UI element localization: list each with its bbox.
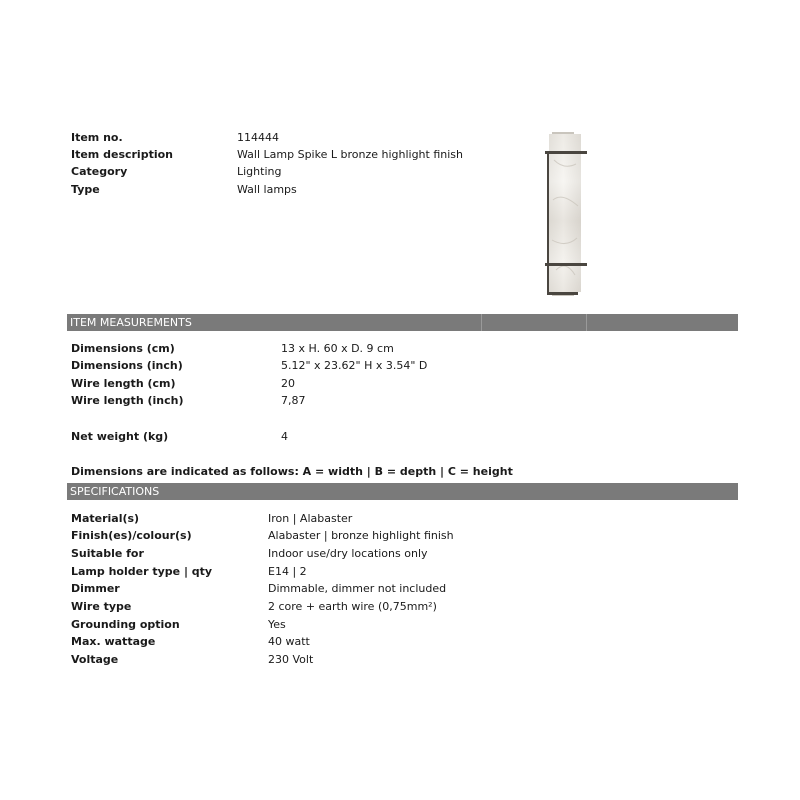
category-value: Lighting [237,165,282,178]
dimensions-cm-value: 13 x H. 60 x D. 9 cm [281,342,394,355]
wire-length-inch-label: Wire length (inch) [71,394,184,407]
net-weight-label: Net weight (kg) [71,430,169,443]
spec-value: 230 Volt [268,653,314,666]
dimensions-note: Dimensions are indicated as follows: A = width | B = depth | C = height [71,465,513,478]
spec-label: Lamp holder type | qty [71,565,213,578]
spec-label: Max. wattage [71,635,156,648]
header-divider [481,314,482,331]
dimensions-inch-label: Dimensions (inch) [71,359,183,372]
item-description-label: Item description [71,148,173,161]
spec-label: Wire type [71,600,132,613]
spec-value: Dimmable, dimmer not included [268,582,447,595]
spec-value: E14 | 2 [268,565,307,578]
spec-value: 40 watt [268,635,310,648]
wire-length-cm-value: 20 [281,377,295,390]
item-no-value: 114444 [237,131,279,144]
item-measurements-header [67,314,738,331]
type-value: Wall lamps [237,183,297,196]
dimensions-cm-label: Dimensions (cm) [71,342,175,355]
spec-label: Finish(es)/colour(s) [71,529,192,542]
spec-label: Grounding option [71,618,180,631]
specifications-header [67,483,738,500]
spec-label: Voltage [71,653,119,666]
header-divider [586,314,587,331]
spec-label: Suitable for [71,547,144,560]
item-description-value: Wall Lamp Spike L bronze highlight finish [237,148,463,161]
wire-length-cm-label: Wire length (cm) [71,377,176,390]
spec-value: Indoor use/dry locations only [268,547,428,560]
wire-length-inch-value: 7,87 [281,394,306,407]
category-label: Category [71,165,128,178]
spec-value: Yes [268,618,286,631]
spec-value: Iron | Alabaster [268,512,353,525]
type-label: Type [71,183,100,196]
spec-value: 2 core + earth wire (0,75mm²) [268,600,437,613]
item-no-label: Item no. [71,131,123,144]
spec-label: Material(s) [71,512,140,525]
item-measurements-title: ITEM MEASUREMENTS [70,316,192,329]
spec-label: Dimmer [71,582,120,595]
specifications-title: SPECIFICATIONS [70,485,160,498]
spec-value: Alabaster | bronze highlight finish [268,529,454,542]
dimensions-inch-value: 5.12" x 23.62" H x 3.54" D [281,359,428,372]
net-weight-value: 4 [281,430,288,443]
wall-lamp-image [538,130,594,298]
